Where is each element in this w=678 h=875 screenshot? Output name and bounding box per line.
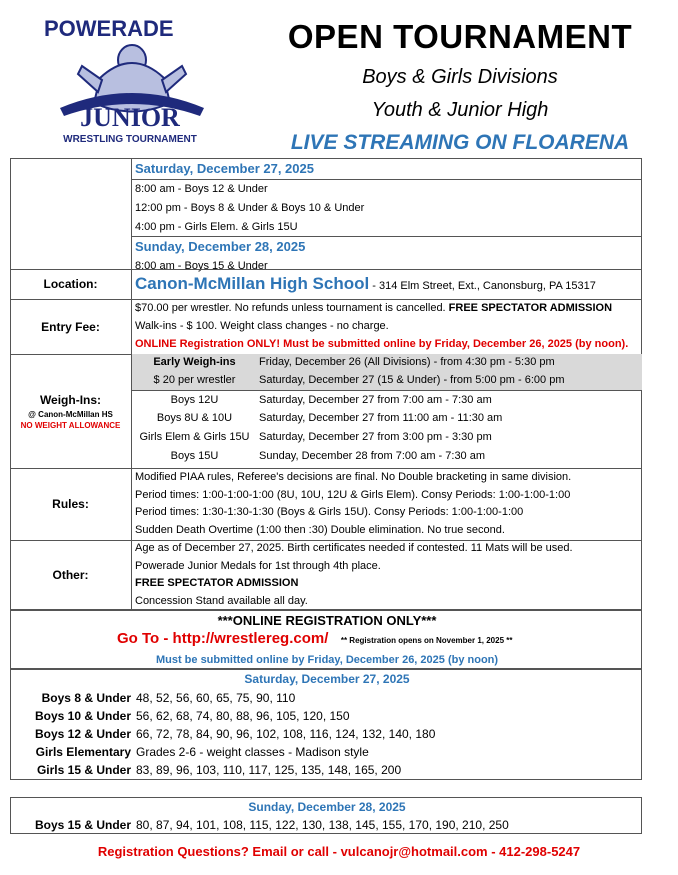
weighin-group: Boys 15U <box>170 450 219 462</box>
powerade-junior-logo <box>40 8 220 153</box>
location-section <box>10 269 642 299</box>
weighin-row <box>132 428 642 447</box>
weight-class-row <box>11 743 641 761</box>
weight-values: 48, 52, 56, 60, 65, 75, 90, 110 <box>136 691 296 705</box>
rules-label: Rules: <box>10 468 132 540</box>
sunday-weights-box <box>10 797 642 834</box>
weighin-time: Saturday, December 27 from 3:00 pm - 3:30 pm <box>259 431 492 443</box>
saturday-weights-day: Saturday, December 27, 2025 <box>244 672 410 686</box>
schedule-item: 8:00 am - Boys 12 & Under <box>135 183 268 195</box>
early-weighin-time: Friday, December 26 (All Divisions) - from 4:30 pm - 5:30 pm <box>259 356 555 368</box>
weighins-label-cell <box>10 354 132 468</box>
weight-group: Boys 10 & Under <box>34 709 131 723</box>
schedule-item: 4:00 pm - Girls Elem. & Girls 15U <box>132 218 642 237</box>
early-weighins-price: $ 20 per wrestler <box>153 374 236 386</box>
other-line: Concession Stand available all day. <box>135 594 308 607</box>
weight-values: 80, 87, 94, 101, 108, 115, 122, 130, 138, 145, 155, 170, 190, 210, 250 <box>136 818 509 832</box>
entry-fee-label: Entry Fee: <box>10 299 132 354</box>
subtitle-levels: Youth & Junior High <box>371 99 549 121</box>
sunday-weights-day: Sunday, December 28, 2025 <box>248 800 406 814</box>
schedule-day2: Sunday, December 28, 2025 <box>135 239 306 254</box>
weighin-row <box>132 447 642 466</box>
schedule-day1: Saturday, December 27, 2025 <box>132 158 642 180</box>
weighin-group: Girls Elem & Girls 15U <box>139 431 250 443</box>
weighin-row <box>132 409 642 428</box>
weight-values: 66, 72, 78, 84, 90, 96, 102, 108, 116, 124, 132, 140, 180 <box>136 727 436 741</box>
subtitle-divisions: Boys & Girls Divisions <box>362 66 558 88</box>
rules-line: Sudden Death Overtime (1:00 then :30) Double elimination. No true second. <box>135 523 505 536</box>
streaming-notice: LIVE STREAMING ON FLOARENA <box>290 131 630 154</box>
weight-values: 56, 62, 68, 74, 80, 88, 96, 105, 120, 150 <box>136 709 350 723</box>
registration-contact: Registration Questions? Email or call - vulcanojr@hotmail.com - 412-298-5247 <box>97 844 581 859</box>
free-admission-text: FREE SPECTATOR ADMISSION <box>448 302 613 314</box>
registration-link[interactable]: Go To - http://wrestlereg.com/ <box>117 630 329 647</box>
weighin-time: Saturday, December 27 from 7:00 am - 7:30 am <box>259 394 492 406</box>
location-address: - 314 Elm Street, Ext., Canonsburg, PA 15317 <box>369 280 596 292</box>
weight-class-row <box>11 707 641 725</box>
weight-class-row <box>11 761 641 779</box>
rules-line: Modified PIAA rules, Referee's decisions are final. No Double bracketing in same division. <box>135 471 572 483</box>
schedule-item: 8:00 am - Boys 15 & Under <box>135 260 268 272</box>
free-admission-line: FREE SPECTATOR ADMISSION <box>135 577 299 589</box>
weight-values: Grades 2-6 - weight classes - Madison style <box>136 745 369 759</box>
saturday-weights-box <box>10 669 642 780</box>
weighin-time: Sunday, December 28 from 7:00 am - 7:30 am <box>259 450 486 462</box>
registration-deadline: Must be submitted online by Friday, December 26, 2025 (by noon) <box>155 654 499 666</box>
weight-group: Girls Elementary <box>35 745 131 759</box>
logo-brand: POWERADE <box>44 16 174 41</box>
location-label: Location: <box>10 269 132 299</box>
weighin-time: Saturday, December 27 from 11:00 am - 11:30 am <box>259 412 503 424</box>
logo-word: JUNIOR <box>80 103 180 132</box>
schedule-section <box>10 158 642 272</box>
weight-class-row <box>11 689 641 707</box>
weighins-location: @ Canon-McMillan HS <box>28 409 113 419</box>
rules-line: Period times: 1:30-1:30-1:30 (Boys & Girls 15U). Consy Periods: 1:00-1:00-1:00 <box>135 506 524 518</box>
early-weighins-block <box>132 354 642 391</box>
logo-caption: WRESTLING TOURNAMENT <box>63 134 197 145</box>
page-title: OPEN TOURNAMENT <box>287 18 633 55</box>
entry-fee-line1: $70.00 per wrestler. No refunds unless tournament is cancelled. <box>135 302 449 314</box>
weight-values: 83, 89, 96, 103, 110, 117, 125, 135, 148, 165, 200 <box>136 763 402 777</box>
weight-group: Girls 15 & Under <box>36 763 131 777</box>
weighin-group: Boys 8U & 10U <box>156 412 233 424</box>
logo-graphic <box>40 8 220 153</box>
other-line: Age as of December 27, 2025. Birth certificates needed if contested. 11 Mats will be used. <box>135 542 573 554</box>
registration-box <box>10 610 642 669</box>
weighins-section <box>10 354 642 468</box>
location-school: Canon-McMillan High School <box>135 274 370 293</box>
registration-title: ***ONLINE REGISTRATION ONLY*** <box>217 613 437 628</box>
weighin-row <box>132 391 642 409</box>
weight-class-row <box>11 816 641 834</box>
rules-line: Period times: 1:00-1:00-1:00 (8U, 10U, 12U & Girls Elem). Consy Periods: 1:00-1:00-1:00 <box>135 488 571 501</box>
weight-allowance-note: NO WEIGHT ALLOWANCE <box>20 420 121 430</box>
other-section <box>10 540 642 610</box>
weight-group: Boys 8 & Under <box>41 691 131 705</box>
weight-class-row <box>11 725 641 743</box>
entry-fee-section <box>10 299 642 354</box>
early-weighin-time: Saturday, December 27 (15 & Under) - from 5:00 pm - 6:00 pm <box>259 374 565 386</box>
other-line: Powerade Junior Medals for 1st through 4th place. <box>135 559 381 572</box>
registration-opens: ** Registration opens on November 1, 2025 ** <box>340 636 513 645</box>
weight-group: Boys 15 & Under <box>34 818 131 832</box>
early-weighins-title: Early Weigh-ins <box>153 356 236 368</box>
weighins-label: Weigh-Ins: <box>39 392 102 407</box>
weight-group: Boys 12 & Under <box>34 727 131 741</box>
weighin-group: Boys 12U <box>170 394 219 406</box>
other-label: Other: <box>10 540 132 610</box>
entry-fee-deadline: ONLINE Registration ONLY! Must be submitted online by Friday, December 26, 2025 (by noon). <box>135 338 629 350</box>
schedule-item: 12:00 pm - Boys 8 & Under & Boys 10 & Under <box>135 202 365 214</box>
schedule-label-cell <box>10 158 132 269</box>
entry-fee-line2: Walk-ins - $ 100. Weight class changes - no charge. <box>135 320 389 332</box>
rules-section <box>10 468 642 540</box>
